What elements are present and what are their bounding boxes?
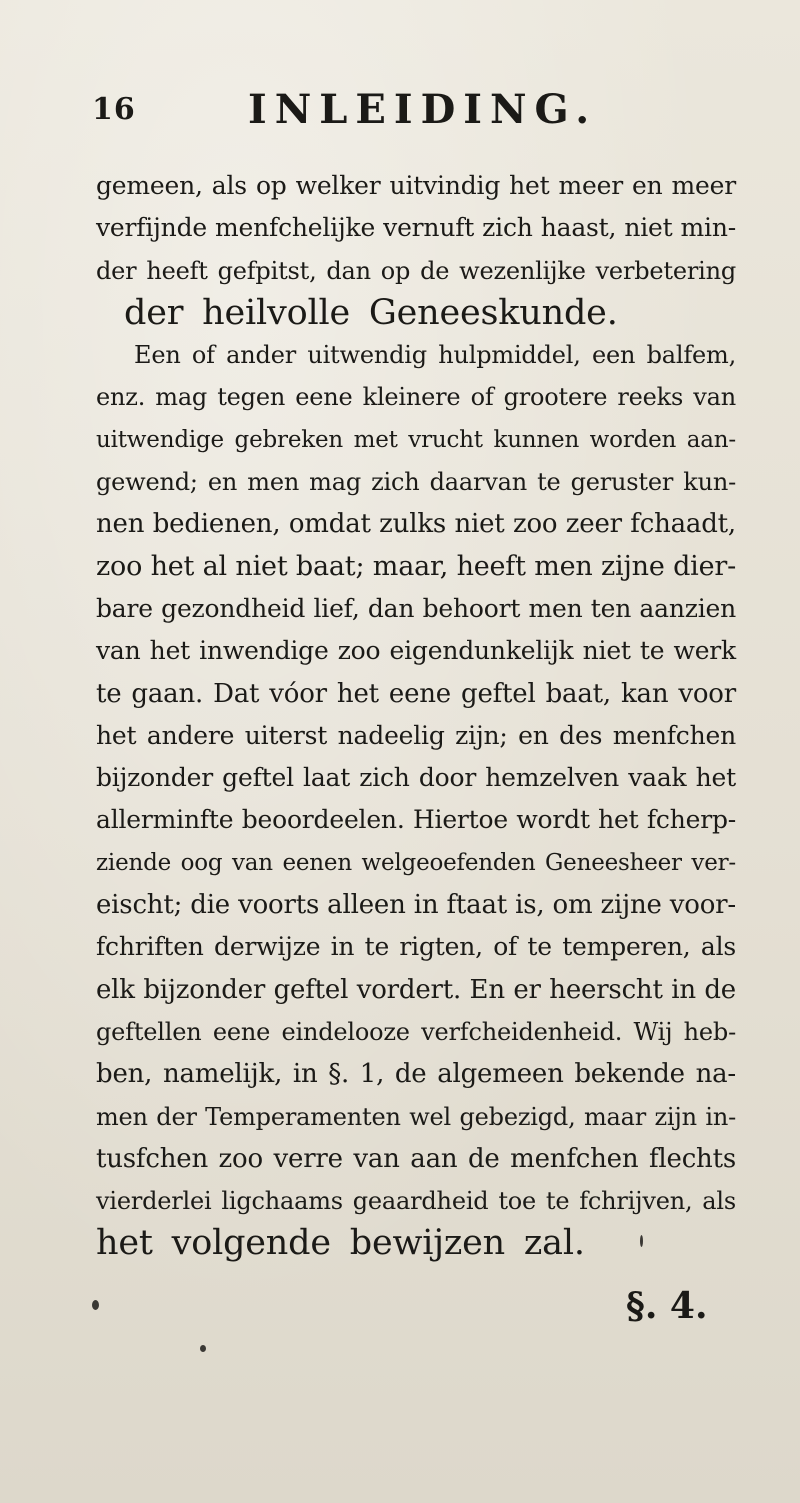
text-line: ziende oog van eenen welgeoefenden Geneesheer ver- xyxy=(96,849,736,876)
ink-speck xyxy=(640,1235,643,1247)
text-line: bare gezondheid lief, dan behoort men ten aanzien xyxy=(96,593,736,623)
text-line: tusfchen zoo verre van aan de menfchen flechts xyxy=(96,1143,736,1174)
text-line: geftellen eene eindelooze verfcheidenheid. Wij heb- xyxy=(96,1017,736,1046)
text-line: men der Temperamenten wel gebezigd, maar zijn in- xyxy=(96,1102,736,1131)
text-line: der heeft gefpitst, dan op de wezenlijke verbetering xyxy=(96,256,736,285)
page-number: 16 xyxy=(92,92,136,127)
next-section-mark: §. 4. xyxy=(626,1285,708,1327)
text-line: elk bijzonder geftel vordert. En er heerscht in de xyxy=(96,974,736,1005)
text-line: enz. mag tegen eene kleinere of grootere reeks van xyxy=(96,383,736,412)
text-line: allerminfte beoordeelen. Hiertoe wordt het fcherp- xyxy=(96,805,736,835)
text-line: gemeen, als op welker uitvindig het meer en meer xyxy=(96,171,736,200)
text-line: gewend; en men mag zich daarvan te geruster kun- xyxy=(96,468,736,497)
text-line: het andere uiterst nadeelig zijn; en des menfchen xyxy=(96,720,736,750)
text-line: der heilvolle Geneeskunde. xyxy=(124,292,618,333)
text-line: nen bedienen, omdat zulks niet zoo zeer fchaadt, xyxy=(96,509,736,540)
text-line: fchriften derwijze in te rigten, of te temperen, als xyxy=(96,932,736,962)
text-line: te gaan. Dat vóor het eene geftel baat, kan voor xyxy=(96,678,736,709)
ink-speck xyxy=(92,1300,99,1310)
text-line: verfijnde menfchelijke vernuft zich haast, niet min- xyxy=(96,213,736,243)
text-line: vierderlei ligchaams geaardheid toe te fchrijven, als xyxy=(96,1187,736,1216)
text-line: uitwendige gebreken met vrucht kunnen worden aan- xyxy=(96,426,736,453)
text-line: van het inwendige zoo eigendunkelijk niet te werk xyxy=(96,636,736,666)
ink-speck xyxy=(200,1345,206,1352)
text-line: ben, namelijk, in §. 1, de algemeen bekende na- xyxy=(96,1059,736,1090)
text-line: het volgende bewijzen zal. xyxy=(96,1223,585,1264)
text-line: zoo het al niet baat; maar, heeft men zijne dier- xyxy=(96,550,736,582)
text-line: Een of ander uitwendig hulpmiddel, een balfem, xyxy=(134,341,736,370)
page-header xyxy=(0,86,800,142)
text-line: bijzonder geftel laat zich door hemzelven vaak het xyxy=(96,763,736,793)
body-text xyxy=(96,165,736,1265)
text-line: eischt; die voorts alleen in ftaat is, om zijne voor- xyxy=(96,890,736,921)
running-head: INLEIDING. xyxy=(248,86,598,133)
